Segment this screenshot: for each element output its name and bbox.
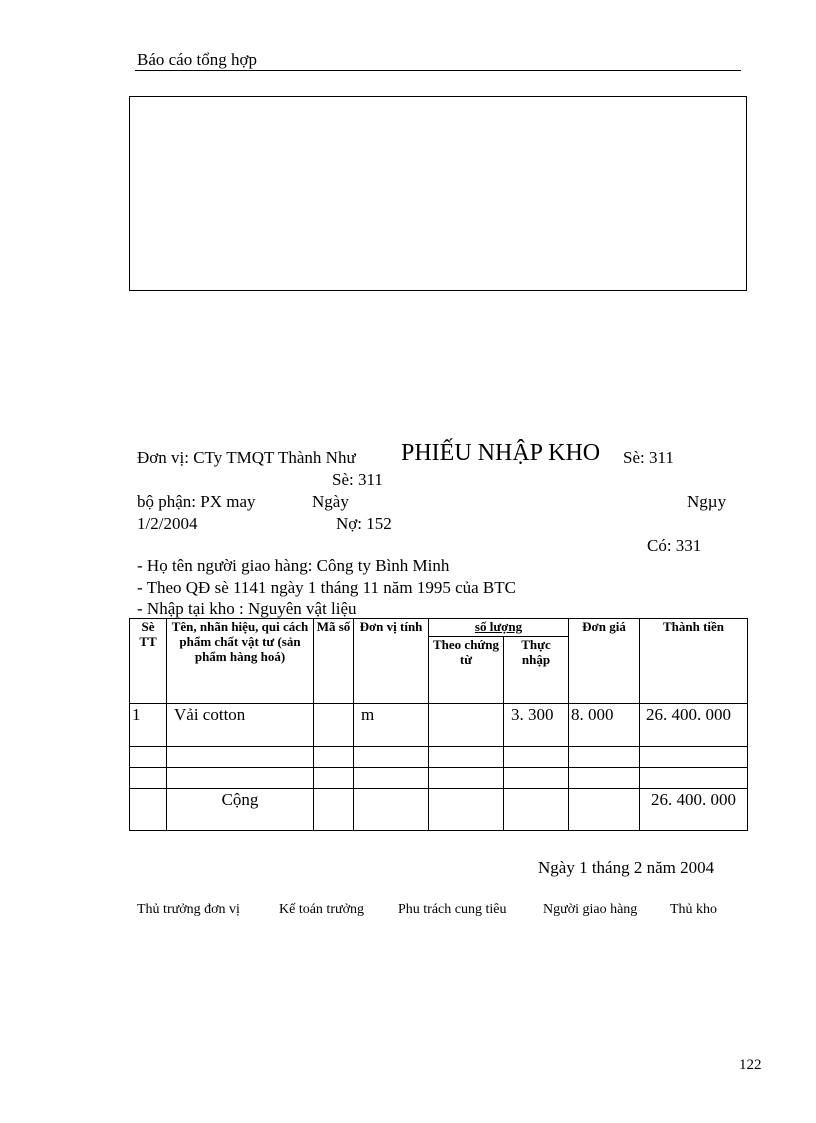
- signing-date: Ngày 1 tháng 2 năm 2004: [538, 858, 715, 877]
- table-row: [130, 768, 748, 789]
- total-amount: 26. 400. 000: [640, 789, 748, 831]
- header-amount: Thành tiền: [640, 619, 748, 704]
- credit-account: Có: 331: [647, 536, 702, 555]
- cell-code: [314, 704, 354, 747]
- receipt-number-secondary: Sè: 311: [332, 470, 383, 489]
- cell-stt: [130, 747, 167, 768]
- cell-actual: [504, 747, 569, 768]
- cell-per-document: [429, 747, 504, 768]
- cell-item-name: [167, 768, 314, 789]
- header-quantity: [429, 619, 569, 637]
- table-row: [130, 704, 748, 747]
- table-total-row: [130, 789, 748, 831]
- header-unit: Đơn vị tính: [354, 619, 429, 704]
- empty-frame: [129, 96, 747, 291]
- cell-amount: [640, 747, 748, 768]
- table-row: [130, 747, 748, 768]
- cell-unit-price: [569, 747, 640, 768]
- header-per-document: Theo chứng từ: [429, 637, 504, 704]
- cell-code: [314, 747, 354, 768]
- cell-unit-price: 8. 000: [569, 704, 640, 747]
- header-code: Mã số: [314, 619, 354, 704]
- page-number: 122: [739, 1057, 762, 1073]
- header-stt: Sè TT: [130, 619, 167, 704]
- signature-deliverer: Người giao hàng: [543, 902, 638, 917]
- cell-stt: 1: [130, 704, 167, 747]
- cell-unit: [354, 768, 429, 789]
- date-label: Ngày: [312, 492, 349, 511]
- cell-unit-price: [569, 768, 640, 789]
- cell-item-name: Vải cotton: [167, 704, 314, 747]
- header-quantity-text: số lượng: [474, 619, 523, 634]
- total-per-document-cell: [429, 789, 504, 831]
- cell-amount: [640, 768, 748, 789]
- total-code-cell: [314, 789, 354, 831]
- department-label: bộ phận: PX may: [137, 492, 256, 511]
- cell-unit: m: [354, 704, 429, 747]
- deliverer-line: - Họ tên người giao hàng: Công ty Bình Minh: [137, 556, 450, 575]
- signature-storekeeper: Thủ kho: [670, 902, 718, 917]
- receipt-number: Sè: 311: [623, 448, 674, 467]
- header-item-name: Tên, nhãn hiệu, qui cách phẩm chất vật tư (sản phẩm hàng hoá): [167, 619, 314, 704]
- receipt-date: 1/2/2004: [137, 514, 198, 533]
- total-unit-cell: [354, 789, 429, 831]
- decision-line: - Theo QĐ sè 1141 ngày 1 tháng 11 năm 1995 của BTC: [137, 578, 516, 597]
- total-unit-price-cell: [569, 789, 640, 831]
- cell-actual: [504, 768, 569, 789]
- table-header-row: [130, 619, 748, 637]
- cell-actual: 3. 300: [504, 704, 569, 747]
- cell-amount: 26. 400. 000: [640, 704, 748, 747]
- signature-head-of-unit: Thủ trưởng đơn vị: [137, 902, 240, 917]
- cell-stt: [130, 768, 167, 789]
- cell-code: [314, 768, 354, 789]
- signature-chief-accountant: Kế toán trưởng: [279, 902, 364, 917]
- document-title: PHIẾU NHẬP KHO: [401, 440, 601, 466]
- header-unit-price: Đơn giá: [569, 619, 640, 704]
- report-header-title: Báo cáo tổng hợp: [137, 50, 257, 69]
- unit-label: Đơn vị: CTy TMQT Thành Như: [137, 448, 356, 467]
- cell-item-name: [167, 747, 314, 768]
- header-actual: Thực nhập: [504, 637, 569, 704]
- total-stt-cell: [130, 789, 167, 831]
- total-label: Cộng: [167, 789, 314, 831]
- date-label-right: Ngµy: [687, 492, 727, 511]
- signature-procurement: Phu trách cung tiêu: [398, 902, 507, 917]
- cell-unit: [354, 747, 429, 768]
- cell-per-document: [429, 768, 504, 789]
- goods-table: [129, 618, 748, 831]
- warehouse-line: - Nhập tại kho : Nguyên vật liệu: [137, 599, 357, 618]
- header-rule: [135, 70, 741, 71]
- total-actual-cell: [504, 789, 569, 831]
- cell-per-document: [429, 704, 504, 747]
- debit-account: Nợ: 152: [336, 514, 392, 533]
